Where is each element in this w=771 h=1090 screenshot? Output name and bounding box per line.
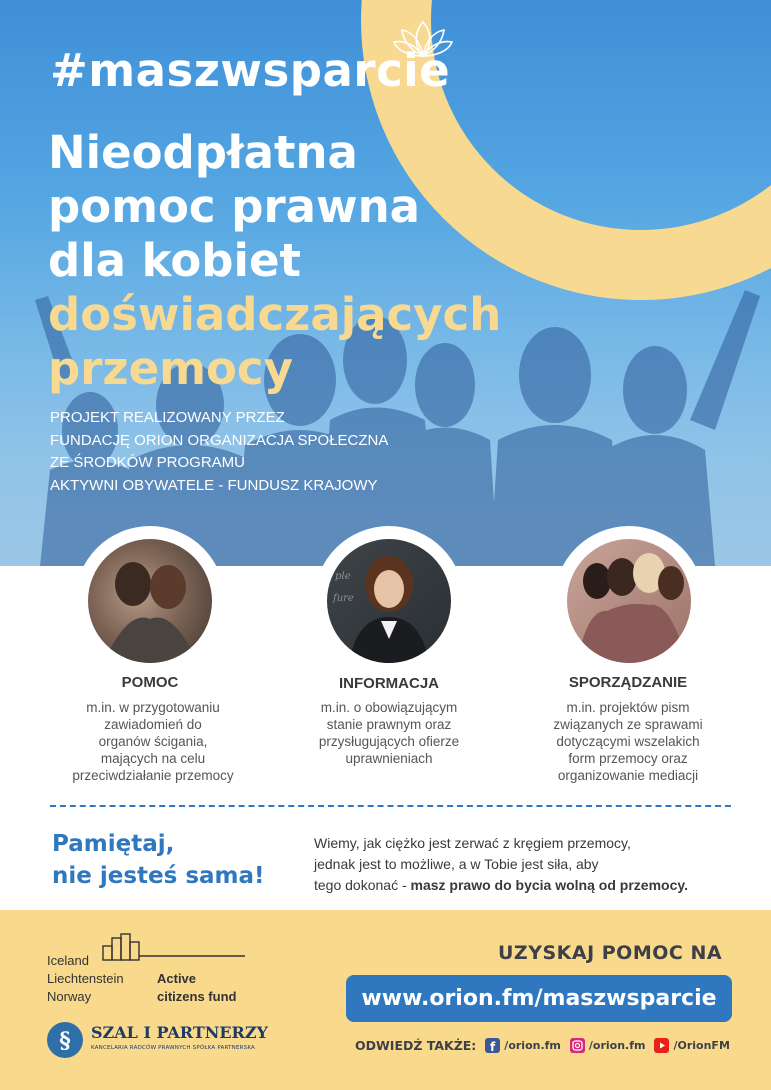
service-photo-frame — [554, 526, 704, 676]
project-info — [50, 407, 388, 497]
description-line: mających na celu — [100, 751, 206, 766]
svg-text:f: f — [490, 1040, 496, 1053]
social-handle: /orion.fm — [504, 1039, 561, 1052]
service-photo-frame — [75, 526, 225, 676]
message-emphasis: masz prawo do bycia wolną od przemocy. — [410, 877, 688, 893]
slogan-line: nie jesteś sama! — [52, 863, 265, 889]
social-link-facebook[interactable] — [485, 1038, 561, 1053]
eea-countries — [47, 952, 124, 1006]
country-name: Iceland — [47, 953, 89, 968]
fund-name-line: citizens fund — [157, 989, 237, 1004]
message-text: tego dokonać - — [314, 877, 411, 893]
social-handle: /OrionFM — [673, 1039, 730, 1052]
headline-line: pomoc prawna — [48, 180, 421, 233]
website-link[interactable]: www.orion.fm/maszwsparcie — [346, 975, 732, 1022]
description-line: m.in. o obowiązującym — [320, 700, 458, 715]
service-photo-frame — [314, 526, 464, 676]
group-of-women-photo — [567, 539, 691, 663]
project-line: FUNDACJĘ ORION ORGANIZACJA SPOŁECZNA — [50, 431, 389, 449]
headline-line: Nieodpłatna — [48, 126, 358, 179]
szal-partnerzy-logo — [45, 1020, 268, 1064]
instagram-icon — [570, 1038, 585, 1053]
service-title-pomoc: POMOC — [121, 674, 179, 691]
slogan-line: Pamiętaj, — [52, 831, 175, 857]
description-line: m.in. projektów pism — [566, 700, 690, 715]
remember-slogan — [52, 828, 265, 892]
description-line: m.in. w przygotowaniu — [86, 700, 220, 715]
project-line: ZE ŚRODKÓW PROGRAMU — [50, 454, 246, 471]
campaign-hashtag: #maszwsparcie — [50, 44, 451, 97]
service-title-informacja: INFORMACJA — [339, 675, 439, 692]
svg-text:ple: ple — [335, 571, 351, 582]
message-line: Wiemy, jak ciężko jest zerwać z kręgiem przemocy, — [314, 835, 631, 851]
szal-emblem-icon — [45, 1020, 85, 1060]
project-line: AKTYWNI OBYWATELE - FUNDUSZ KRAJOWY — [50, 476, 378, 494]
visit-label: ODWIEDŹ TAKŻE: — [355, 1038, 477, 1053]
facebook-icon — [485, 1038, 500, 1053]
social-link-youtube[interactable] — [654, 1038, 729, 1053]
headline-line-highlight: doświadczających — [48, 288, 502, 341]
description-line: przysługujących ofierze — [318, 734, 460, 749]
project-line: PROJEKT REALIZOWANY PRZEZ — [50, 409, 285, 426]
woman-teacher-photo — [327, 539, 451, 663]
law-firm-name: SZAL I PARTNERZY — [91, 1023, 268, 1042]
get-help-heading: UZYSKAJ POMOC NA — [498, 942, 723, 964]
hugging-women-photo — [88, 539, 212, 663]
country-name: Liechtenstein — [47, 971, 124, 986]
description-line: uprawnieniach — [345, 751, 433, 766]
footer — [0, 910, 771, 1090]
country-name: Norway — [47, 989, 92, 1004]
social-link-instagram[interactable] — [570, 1038, 646, 1053]
description-line: organizowanie mediacji — [557, 768, 699, 783]
dashed-divider — [50, 805, 731, 807]
description-line: stanie prawnym oraz — [326, 717, 452, 732]
description-line: przeciwdziałanie przemocy — [72, 768, 234, 783]
visit-also-row — [355, 1038, 730, 1053]
fund-name-line: Active — [157, 971, 197, 986]
svg-text:§: § — [59, 1028, 71, 1054]
description-line: dotyczącymi wszelakich — [556, 734, 700, 749]
headline-line: dla kobiet — [48, 234, 301, 287]
youtube-icon — [654, 1038, 669, 1053]
service-description — [513, 699, 743, 784]
description-line: związanych ze sprawami — [553, 717, 703, 732]
headline-line-highlight: przemocy — [48, 342, 293, 395]
service-description — [274, 699, 504, 767]
description-line: zawiadomień do — [104, 717, 202, 732]
social-handle: /orion.fm — [588, 1039, 646, 1052]
law-firm-subtitle: KANCELARIA RADCÓW PRAWNYCH SPÓŁKA PARTNERSKA — [91, 1045, 256, 1051]
message-line — [314, 875, 688, 896]
message-line: jednak jest to możliwe, a w Tobie jest siła, aby — [314, 856, 599, 872]
encouragement-message — [314, 833, 688, 896]
service-description — [38, 699, 268, 784]
description-line: organów ścigania, — [98, 734, 208, 749]
headline — [48, 126, 501, 396]
service-title-sporzadzanie: SPORZĄDZANIE — [568, 674, 688, 691]
fund-name — [157, 970, 236, 1006]
active-citizens-fund-logo — [47, 932, 257, 1012]
svg-text:fure: fure — [333, 593, 354, 604]
description-line: form przemocy oraz — [568, 751, 688, 766]
